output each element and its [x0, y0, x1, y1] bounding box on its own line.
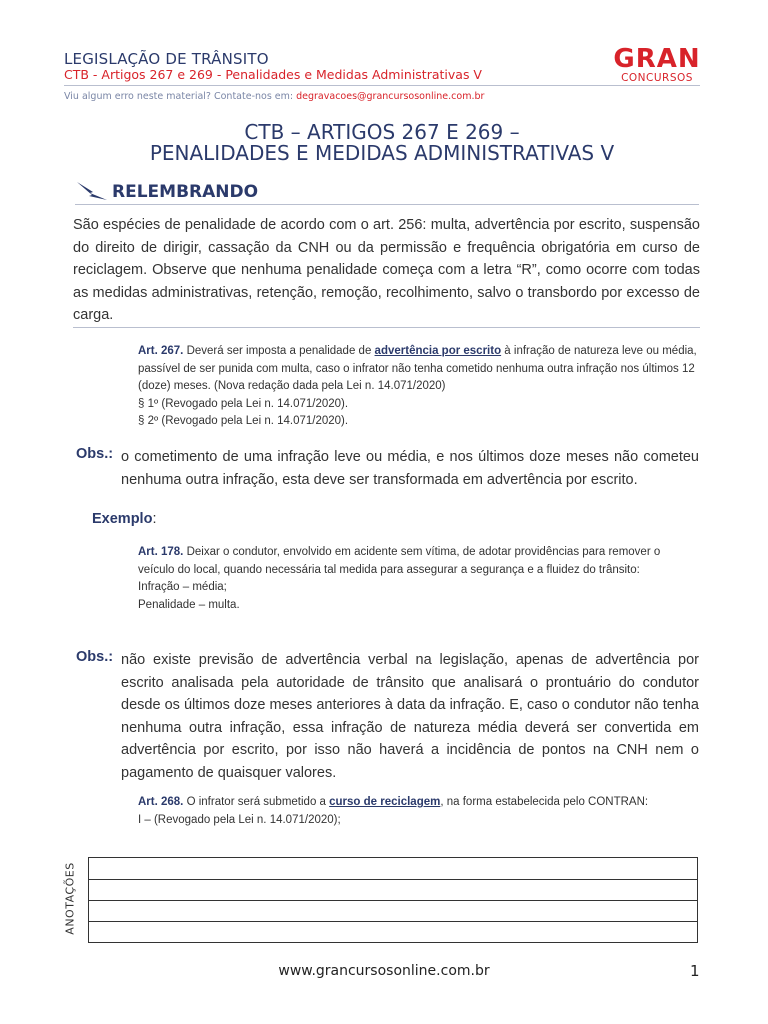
- contact-email-link[interactable]: degravacoes@grancursosonline.com.br: [296, 91, 485, 102]
- obs-2-text: não existe previsão de advertência verbal na legislação, apenas de advertência por escrito analisada pela autoridade de trânsito que analisará o prontuário do condutor desde os últimos doze meses anteriores à data da infração. E, caso o condutor não tenha nenhuma outra infração, essa infração de natureza média deverá ser convertida em advertência por escrito, por isso não haverá a incidência de pontos na CNH nem o pagamento de quaisquer valores.: [121, 652, 699, 781]
- art-178-caput: [138, 544, 698, 579]
- notes-line: [89, 921, 697, 922]
- art-268: [138, 794, 698, 829]
- notes-box[interactable]: [88, 857, 698, 943]
- art-268-number: Art. 268.: [138, 796, 184, 808]
- art-267-text-post: à infração de natureza leve ou média, passível de ser punida com multa, caso o infrator não tenha cometido nenhuma outra infração nos últimos 12 (doze) meses. (Nova redação dada pela Lei n. 14.071/2020): [138, 345, 697, 392]
- art-267-highlight: advertência por escrito: [374, 345, 502, 357]
- lightning-icon: [75, 180, 109, 207]
- logo-main-text: GRAN: [613, 44, 701, 74]
- art-268-text-post: , na forma estabelecida pelo CONTRAN:: [440, 796, 649, 808]
- section-paragraph: São espécies de penalidade de acordo com o art. 256: multa, advertência por escrito, suspensão do direito de dirigir, cassação da CNH ou da permissão e frequência obrigatória em curso de reciclagem. Observe que nenhuma penalidade começa com a letra “R”, como ocorre com todas as medidas administrativas, retenção, remoção, recolhimento, salvo o transbordo por excesso de carga.: [73, 217, 700, 324]
- notes-label-text: ANOTAÇÕES: [63, 862, 77, 935]
- art-268-caput: [138, 794, 698, 812]
- art-267-paragraph-1: § 1º (Revogado pela Lei n. 14.071/2020).: [138, 397, 349, 410]
- example-label: [92, 511, 156, 527]
- art-178-text: Deixar o condutor, envolvido em acidente sem vítima, de adotar providências para remover o veículo do local, quando necessária tal medida para assegurar a segurança e a fluidez do trânsito:: [138, 546, 661, 576]
- page-number: 1: [690, 962, 700, 980]
- art-268-highlight: curso de reciclagem: [329, 796, 441, 808]
- art-267-text-pre: Deverá ser imposta a penalidade de: [183, 345, 375, 357]
- art-267-paragraph-2: § 2º (Revogado pela Lei n. 14.071/2020).: [138, 415, 349, 427]
- section-title: RELEMBRANDO: [112, 182, 259, 202]
- header-subtitle: CTB - Artigos 267 e 269 - Penalidades e Medidas Administrativas V: [64, 67, 482, 82]
- gran-logo: [612, 46, 702, 84]
- obs-1-label: Obs.:: [76, 446, 114, 462]
- section-divider: [75, 204, 699, 205]
- notes-line: [89, 900, 697, 901]
- notes-line: [89, 879, 697, 880]
- notes-label: [52, 858, 88, 944]
- art-178: [138, 544, 698, 614]
- art-268-text-pre: O infrator será submetido a: [183, 796, 330, 808]
- header-title: LEGISLAÇÃO DE TRÂNSITO: [64, 50, 269, 68]
- contact-prefix: Viu algum erro neste material? Contate-nos em:: [64, 91, 297, 102]
- art-267-number: Art. 267.: [138, 345, 184, 357]
- art-178-infraction: Infração – média;: [138, 581, 227, 593]
- art-267: [138, 343, 698, 431]
- header-divider: [64, 85, 700, 86]
- obs-2-label: Obs.:: [76, 649, 114, 665]
- example-colon: :: [152, 511, 157, 527]
- obs-1-text: o cometimento de uma infração leve ou média, e nos últimos doze meses não cometeu nenhuma outra infração, esta deve ser transformada em advertência por escrito.: [121, 449, 699, 488]
- art-268-item-1: I – (Revogado pela Lei n. 14.071/2020);: [138, 813, 341, 826]
- art-267-caput: [138, 343, 698, 396]
- footer-url[interactable]: www.grancursosonline.com.br: [278, 963, 490, 979]
- document-title-line2: PENALIDADES E MEDIDAS ADMINISTRATIVAS V: [149, 141, 615, 165]
- logo-sub-text: CONCURSOS: [621, 72, 693, 84]
- document-title-line1: CTB – ARTIGOS 267 E 269 –: [244, 120, 520, 144]
- art-178-penalty: Penalidade – multa.: [138, 598, 240, 611]
- paragraph-divider: [73, 327, 700, 328]
- example-label-text: Exemplo: [92, 511, 153, 527]
- header-contact: [64, 91, 484, 102]
- art-178-number: Art. 178.: [138, 546, 184, 558]
